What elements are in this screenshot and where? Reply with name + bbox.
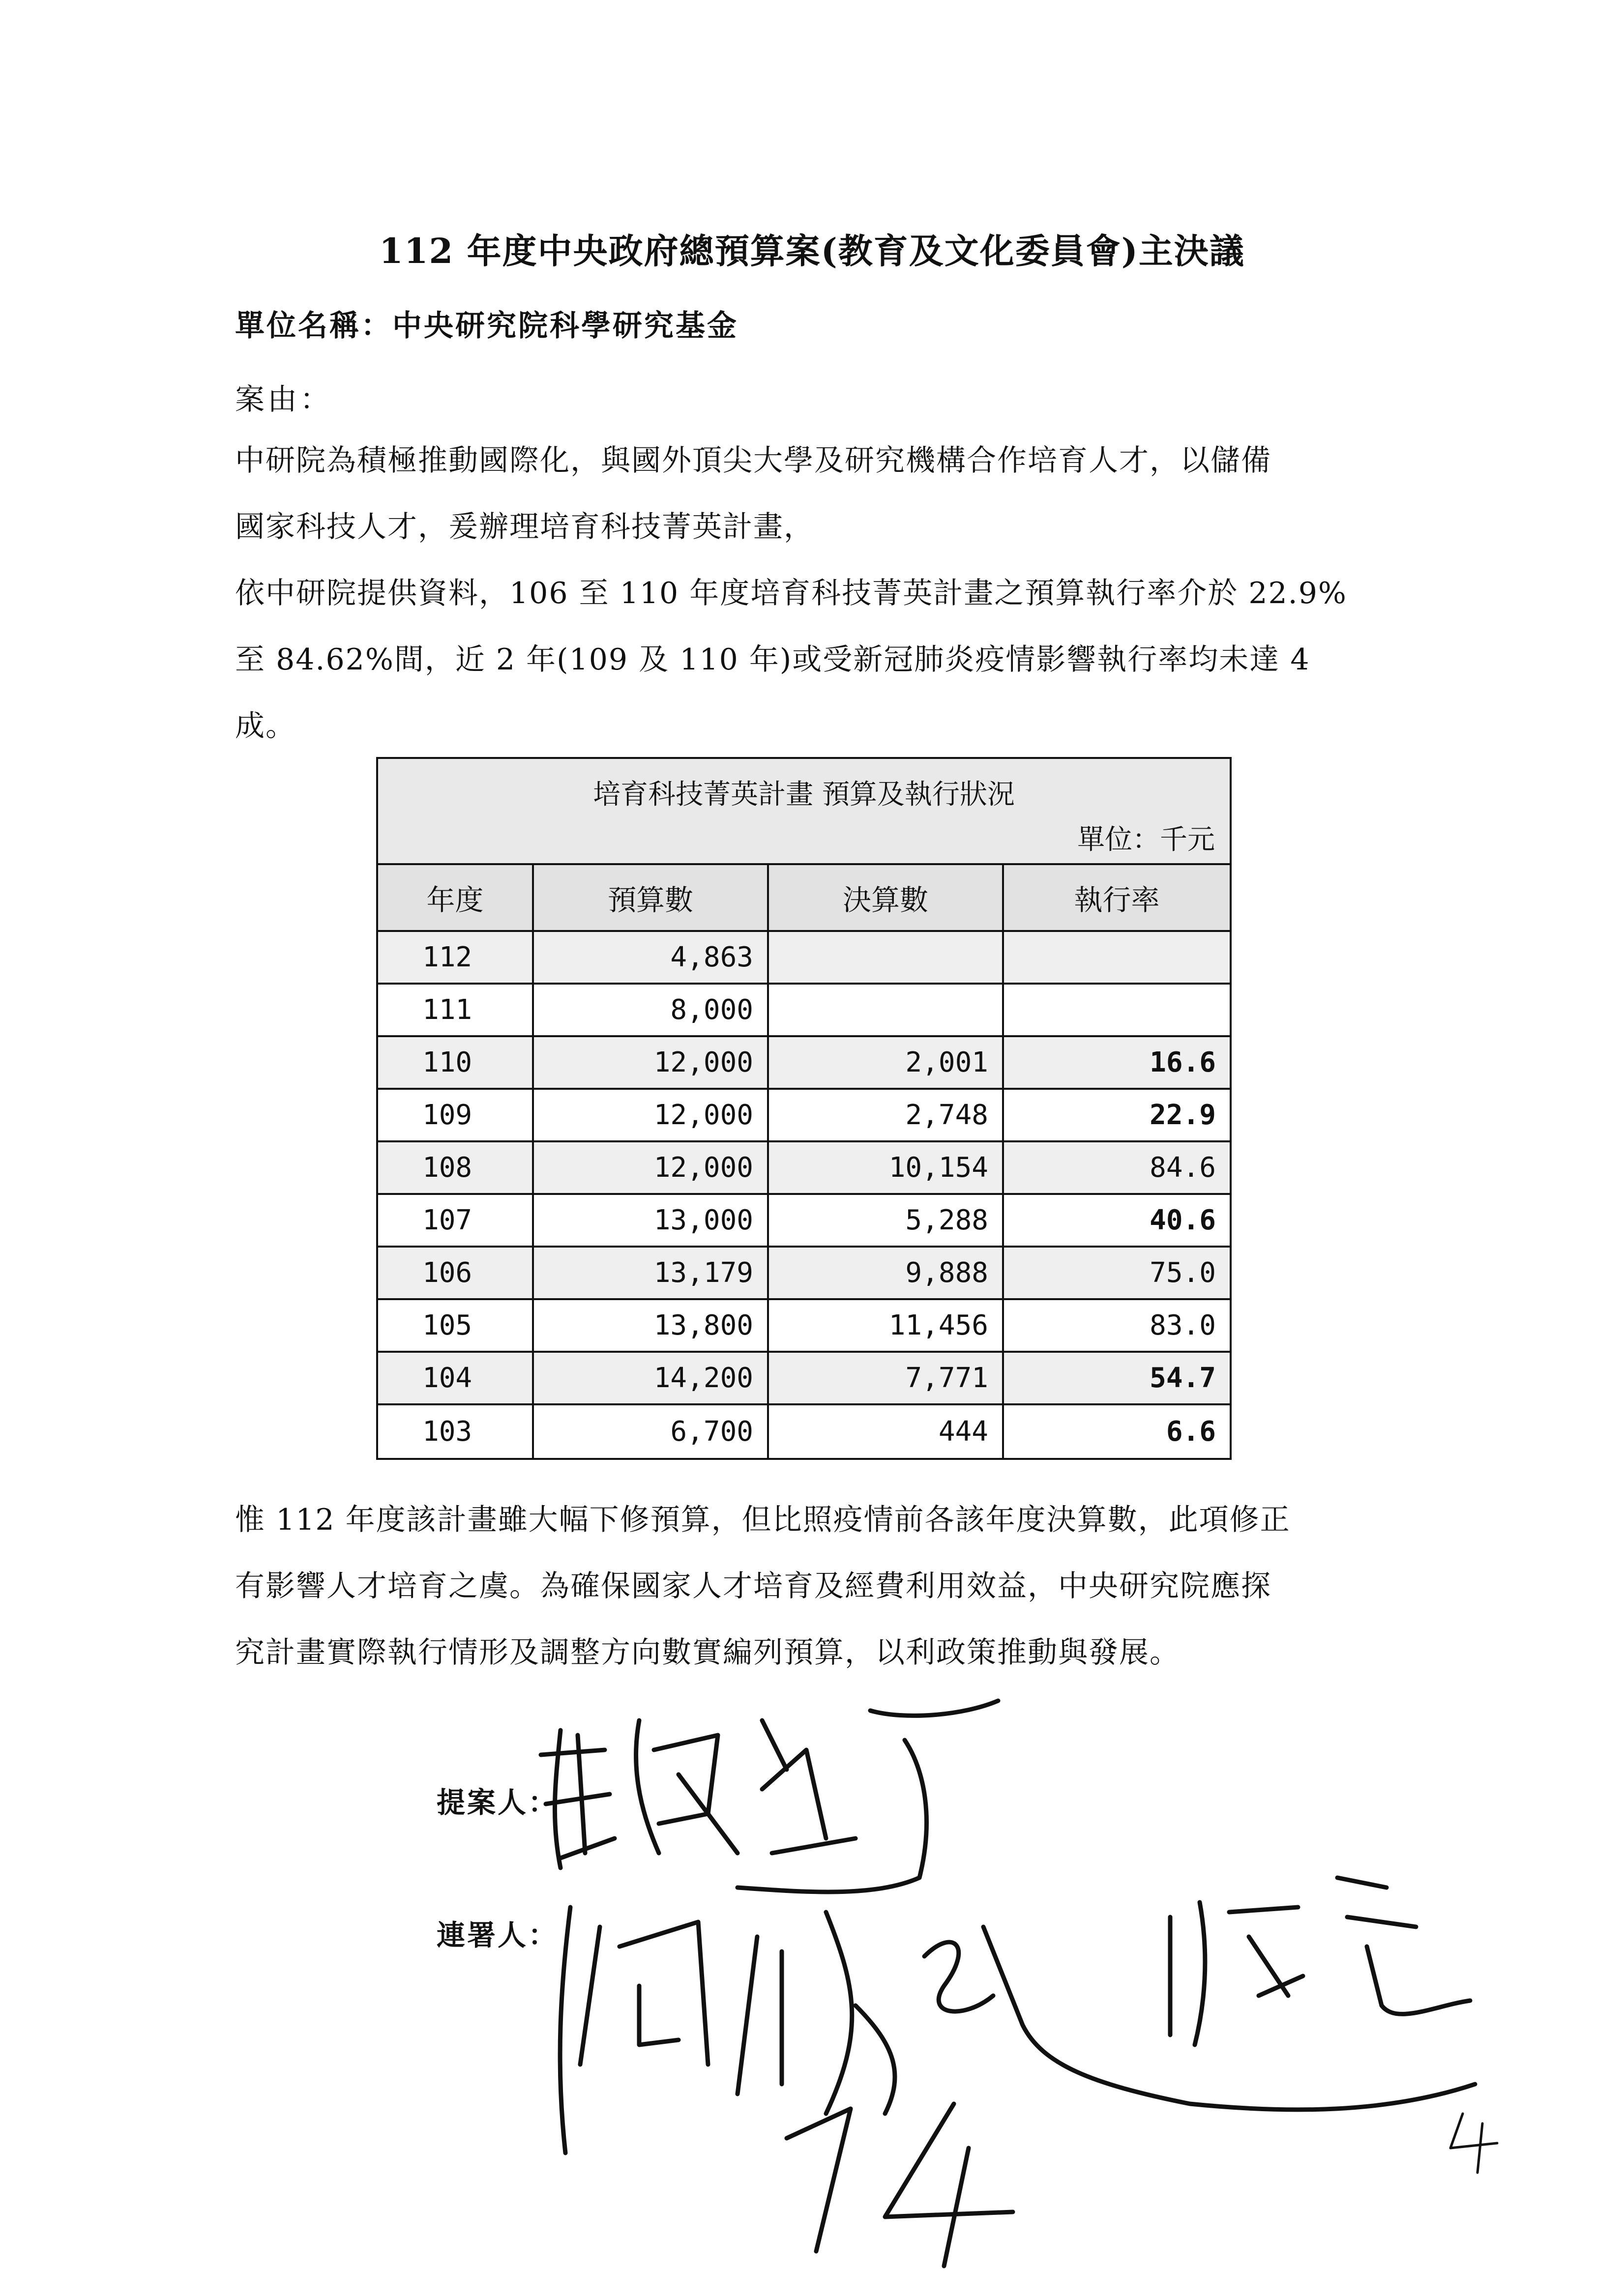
conclusion-paragraph bbox=[235, 1487, 1386, 1686]
cell-budget: 6,700 bbox=[534, 1405, 769, 1458]
cell-final bbox=[769, 932, 1004, 983]
cell-rate: 83.0 bbox=[1150, 1309, 1216, 1341]
column-header-budget: 預算數 bbox=[534, 865, 769, 930]
cell-final: 444 bbox=[769, 1405, 1004, 1458]
handwritten-page-number bbox=[757, 2089, 1033, 2276]
paragraph-line: 中研院為積極推動國際化，與國外頂尖大學及研究機構合作培育人才，以儲備 bbox=[235, 443, 1271, 478]
cell-year: 109 bbox=[378, 1090, 534, 1140]
table-row bbox=[378, 932, 1230, 985]
paragraph-line: 至 84.62%間，近 2 年(109 及 110 年)或受新冠肺炎疫情影響執行率均未達 4 bbox=[235, 642, 1310, 677]
table-title: 培育科技菁英計畫 預算及執行狀況 bbox=[593, 779, 1015, 811]
cell-rate bbox=[1004, 985, 1230, 1035]
cell-final: 5,288 bbox=[769, 1195, 1004, 1246]
table-row bbox=[378, 1248, 1230, 1300]
cell-year: 111 bbox=[378, 985, 534, 1035]
paragraph-line: 有影響人才培育之虞。為確保國家人才培育及經費利用效益，中央研究院應探 bbox=[235, 1569, 1271, 1603]
cell-final: 9,888 bbox=[769, 1248, 1004, 1298]
cell-final: 10,154 bbox=[769, 1142, 1004, 1193]
proposer-label: 提案人： bbox=[437, 1786, 559, 1819]
cell-year: 112 bbox=[378, 932, 534, 983]
cell-rate: 84.6 bbox=[1150, 1152, 1216, 1184]
cell-final bbox=[769, 985, 1004, 1035]
column-header-final: 決算數 bbox=[769, 865, 1004, 930]
paragraph-line: 依中研院提供資料，106 至 110 年度培育科技菁英計畫之預算執行率介於 22.9% bbox=[235, 576, 1347, 610]
cell-rate: 75.0 bbox=[1150, 1257, 1216, 1289]
table-row bbox=[378, 985, 1230, 1037]
cell-budget: 12,000 bbox=[534, 1142, 769, 1193]
cell-year: 103 bbox=[378, 1405, 534, 1458]
cell-year: 110 bbox=[378, 1037, 534, 1088]
cell-rate: 6.6 bbox=[1166, 1416, 1216, 1448]
cell-final: 2,001 bbox=[769, 1037, 1004, 1088]
table-row bbox=[378, 1300, 1230, 1353]
cell-rate: 16.6 bbox=[1150, 1046, 1216, 1078]
cell-final: 2,748 bbox=[769, 1090, 1004, 1140]
cell-budget: 13,179 bbox=[534, 1248, 769, 1298]
cell-year: 108 bbox=[378, 1142, 534, 1193]
reason-paragraph bbox=[235, 428, 1386, 759]
cell-budget: 14,200 bbox=[534, 1353, 769, 1403]
cell-budget: 8,000 bbox=[534, 985, 769, 1035]
column-header-year: 年度 bbox=[378, 865, 534, 930]
cell-budget: 13,800 bbox=[534, 1300, 769, 1351]
table-body bbox=[378, 865, 1230, 1458]
cell-year: 105 bbox=[378, 1300, 534, 1351]
table-row bbox=[378, 1142, 1230, 1195]
cell-budget: 12,000 bbox=[534, 1090, 769, 1140]
paragraph-line: 國家科技人才，爰辦理培育科技菁英計畫， bbox=[235, 510, 814, 544]
reason-label: 案由： bbox=[235, 382, 332, 417]
cosigner-label: 連署人： bbox=[437, 1918, 559, 1952]
cell-year: 106 bbox=[378, 1248, 534, 1298]
table-unit: 單位：千元 bbox=[1077, 824, 1215, 856]
table-header-box bbox=[378, 759, 1230, 865]
table-row bbox=[378, 1090, 1230, 1142]
unit-name: 單位名稱：中央研究院科學研究基金 bbox=[235, 309, 738, 343]
table-row bbox=[378, 1195, 1230, 1248]
cell-year: 104 bbox=[378, 1353, 534, 1403]
table-column-header-row bbox=[378, 865, 1230, 932]
column-header-rate: 執行率 bbox=[1074, 883, 1160, 917]
corner-mark bbox=[1443, 2104, 1512, 2182]
cell-rate: 54.7 bbox=[1150, 1362, 1216, 1394]
cell-final: 7,771 bbox=[769, 1353, 1004, 1403]
budget-table bbox=[376, 757, 1232, 1460]
paragraph-line: 惟 112 年度該計畫雖大幅下修預算，但比照疫情前各該年度決算數，此項修正 bbox=[235, 1503, 1291, 1537]
cell-budget: 13,000 bbox=[534, 1195, 769, 1246]
paragraph-line: 成。 bbox=[235, 709, 296, 743]
cell-final: 11,456 bbox=[769, 1300, 1004, 1351]
cell-rate: 40.6 bbox=[1150, 1204, 1216, 1236]
paragraph-line: 究計畫實際執行情形及調整方向數實編列預算，以利政策推動與發展。 bbox=[235, 1635, 1180, 1670]
cell-year: 107 bbox=[378, 1195, 534, 1246]
table-row bbox=[378, 1405, 1230, 1458]
table-row bbox=[378, 1037, 1230, 1090]
table-row bbox=[378, 1353, 1230, 1405]
document-title: 112 年度中央政府總預算案(教育及文化委員會)主決議 bbox=[379, 231, 1245, 271]
cell-budget: 12,000 bbox=[534, 1037, 769, 1088]
cell-rate bbox=[1004, 932, 1230, 983]
cell-rate: 22.9 bbox=[1150, 1099, 1216, 1131]
cell-budget: 4,863 bbox=[534, 932, 769, 983]
